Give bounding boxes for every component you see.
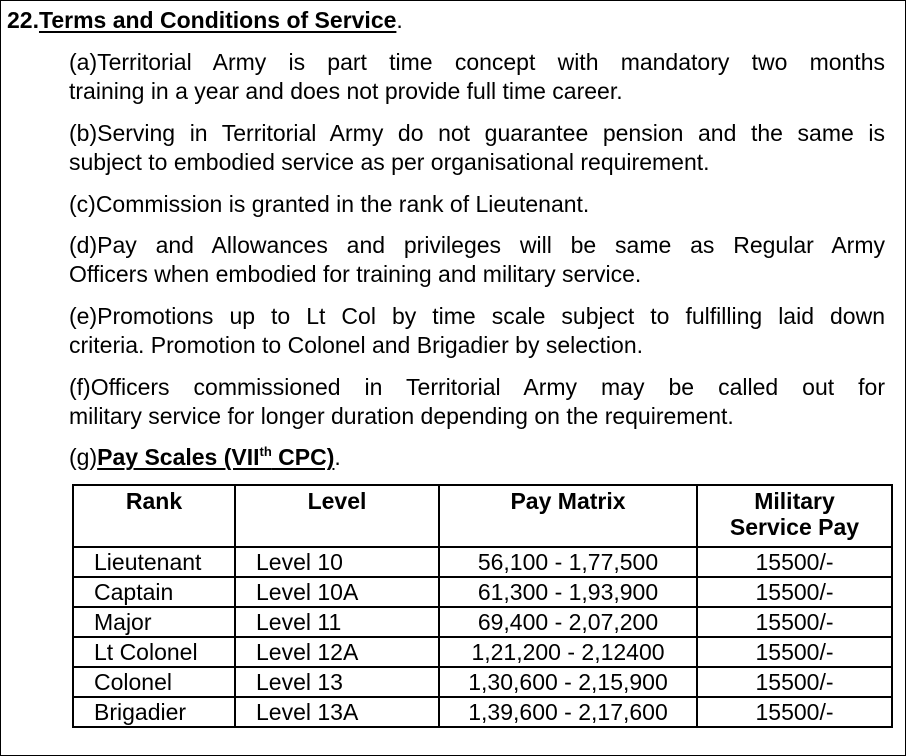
clause-f (69, 373, 885, 431)
cell-msp: 15500/- (697, 637, 892, 667)
clause-line: (b)Serving in Territorial Army do not guarantee pension and the same is (69, 120, 885, 146)
clause-line: (a)Territorial Army is part time concept with mandatory two months (69, 49, 885, 75)
cell-level: Level 13A (235, 697, 439, 727)
section-heading (7, 6, 403, 34)
header-msp-line1: Military (754, 488, 835, 514)
cell-level: Level 10 (235, 547, 439, 577)
cell-level: Level 12A (235, 637, 439, 667)
clause-line: military service for longer duration depending on the requirement. (69, 403, 734, 429)
clause-a (69, 48, 885, 106)
pay-scales-title (97, 444, 334, 470)
pay-title-cpc: CPC) (271, 444, 335, 470)
cell-msp: 15500/- (697, 577, 892, 607)
clause-line: Officers when embodied for training and military service. (69, 261, 642, 287)
header-msp-line2: Service Pay (729, 514, 860, 540)
header-level: Level (235, 485, 439, 547)
clause-line: (d)Pay and Allowances and privileges will be same as Regular Army (69, 232, 885, 258)
clause-line: criteria. Promotion to Colonel and Brigadier by selection. (69, 332, 644, 358)
section-title-period: . (396, 7, 403, 33)
pay-scales-prefix: (g) (69, 444, 98, 470)
cell-rank: Major (73, 607, 235, 637)
cell-msp: 15500/- (697, 667, 892, 697)
cell-level: Level 11 (235, 607, 439, 637)
clause-line: (c)Commission is granted in the rank of Lieutenant. (69, 191, 590, 217)
cell-rank: Brigadier (73, 697, 235, 727)
cell-rank: Colonel (73, 667, 235, 697)
clause-line: (e)Promotions up to Lt Col by time scale subject to fulfilling laid down (69, 303, 885, 329)
cell-pay-matrix: 1,30,600 - 2,15,900 (439, 667, 697, 697)
table-row (73, 577, 892, 607)
header-rank: Rank (73, 485, 235, 547)
clause-line: (f)Officers commissioned in Territorial Army may be called out for (69, 374, 885, 400)
cell-msp: 15500/- (697, 607, 892, 637)
header-military-service-pay (697, 485, 892, 547)
cell-pay-matrix: 1,21,200 - 2,12400 (439, 637, 697, 667)
header-pay-matrix: Pay Matrix (439, 485, 697, 547)
cell-rank: Captain (73, 577, 235, 607)
cell-pay-matrix: 69,400 - 2,07,200 (439, 607, 697, 637)
pay-title-superscript: th (259, 444, 272, 459)
table-header-row (73, 485, 892, 547)
cell-level: Level 10A (235, 577, 439, 607)
table-row (73, 697, 892, 727)
cell-pay-matrix: 56,100 - 1,77,500 (439, 547, 697, 577)
table-row (73, 547, 892, 577)
cell-pay-matrix: 1,39,600 - 2,17,600 (439, 697, 697, 727)
cell-msp: 15500/- (697, 547, 892, 577)
cell-msp: 15500/- (697, 697, 892, 727)
pay-scales-table (72, 484, 893, 728)
section-title: Terms and Conditions of Service (38, 7, 397, 33)
clause-e (69, 302, 885, 360)
clause-d (69, 231, 885, 289)
pay-scales-heading (69, 443, 341, 472)
section-number: 22. (7, 7, 39, 33)
clause-b (69, 119, 885, 177)
cell-level: Level 13 (235, 667, 439, 697)
table-row (73, 607, 892, 637)
pay-title-main: Pay Scales (VII (97, 444, 260, 470)
clause-line: subject to embodied service as per organisational requirement. (69, 149, 710, 175)
clause-line: training in a year and does not provide full time career. (69, 78, 623, 104)
table-row (73, 637, 892, 667)
cell-rank: Lieutenant (73, 547, 235, 577)
pay-scales-end: . (334, 444, 341, 470)
table-row (73, 667, 892, 697)
cell-pay-matrix: 61,300 - 1,93,900 (439, 577, 697, 607)
clause-c (69, 190, 885, 219)
cell-rank: Lt Colonel (73, 637, 235, 667)
